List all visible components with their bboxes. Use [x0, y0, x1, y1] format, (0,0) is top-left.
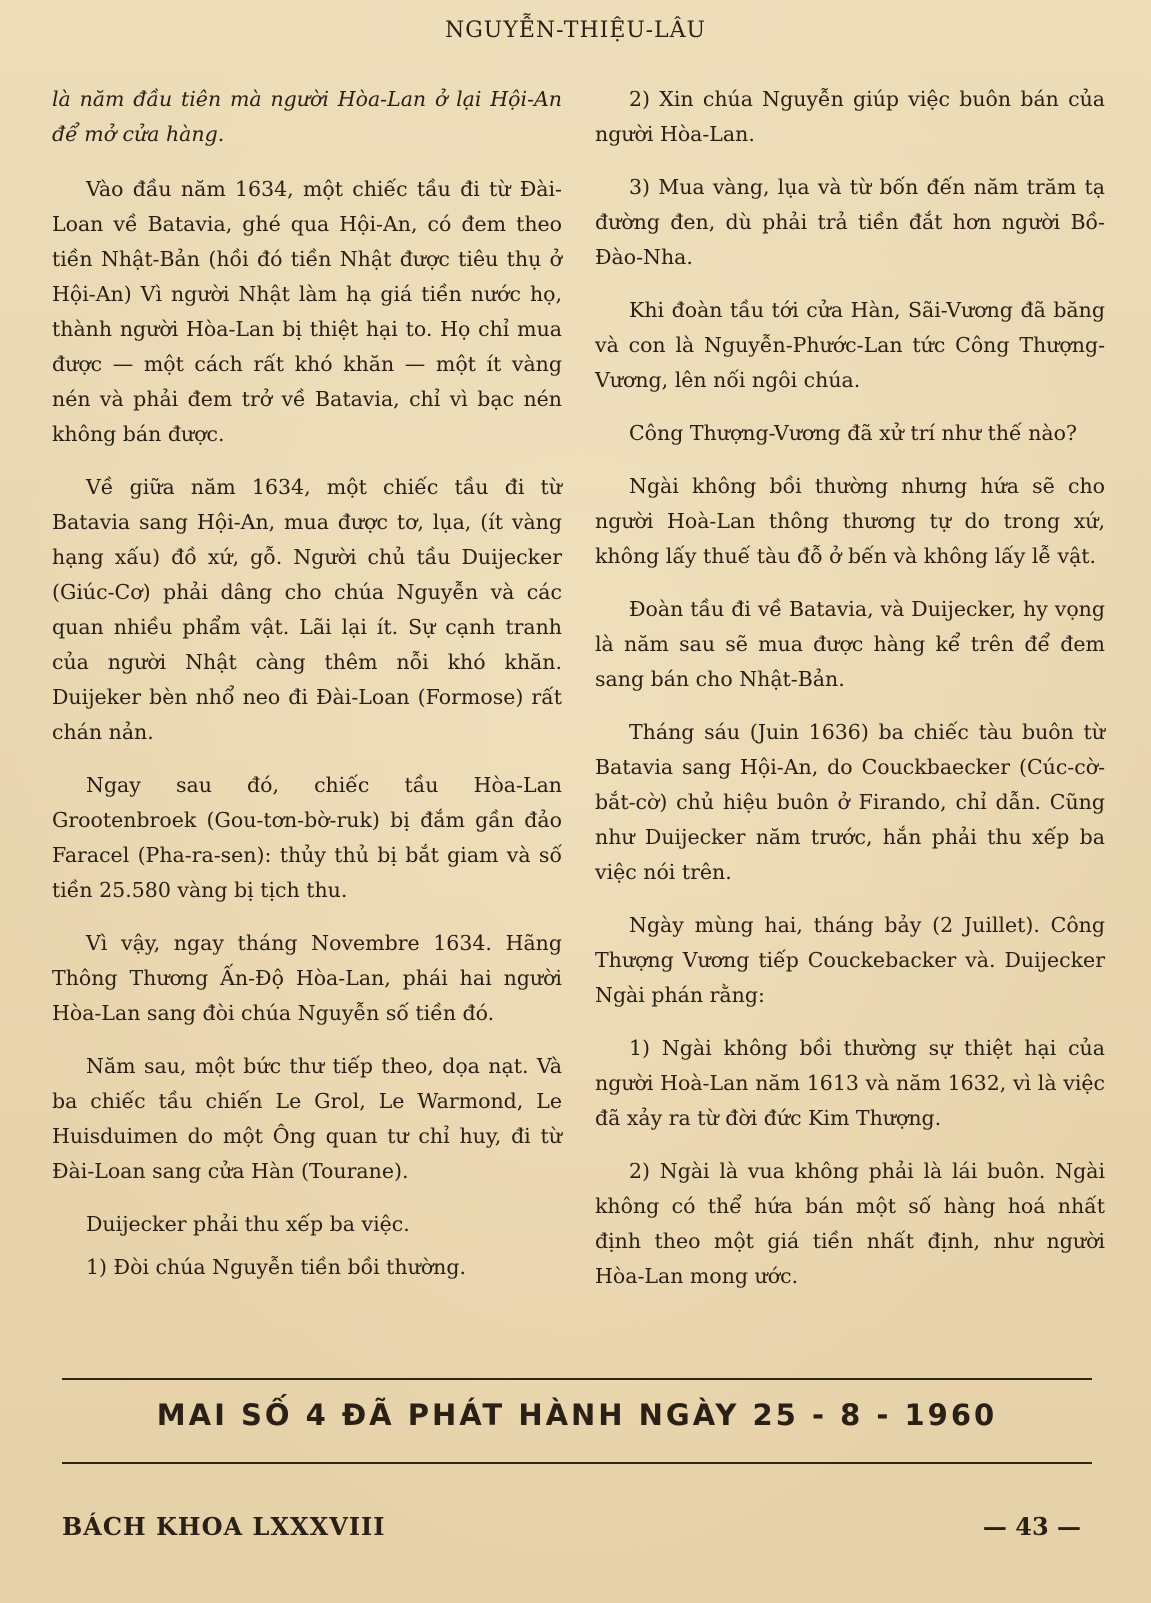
right-column: [595, 82, 1105, 1312]
body-paragraph: Ngài không bồi thường nhưng hứa sẽ cho người Hoà-Lan thông thương tự do trong xứ, không lấy thuế tàu đỗ ở bến và không lấy lễ vật.: [595, 474, 1105, 568]
list-item: 2) Xin chúa Nguyễn giúp việc buôn bán của người Hòa-Lan.: [595, 87, 1105, 146]
body-paragraph: Tháng sáu (Juin 1636) ba chiếc tàu buôn từ Batavia sang Hội-An, do Couckbaecker (Cúc-cờ-bắt-cờ) chủ hiệu buôn ở Firando, chỉ dẫn. Cũng như Duijecker năm trước, hắn phải thu xếp ba việc nói trên.: [595, 720, 1105, 884]
body-paragraph: Vào đầu năm 1634, một chiếc tầu đi từ Đài-Loan về Batavia, ghé qua Hội-An, có đem theo tiền Nhật-Bản (hồi đó tiền Nhật được tiêu thụ ở Hội-An) Vì người Nhật làm hạ giá tiền nước họ, thành người Hòa-Lan bị thiệt hại to. Họ chỉ mua được — một cách rất khó khăn — một ít vàng nén và phải đem trở về Batavia, chỉ vì bạc nén không bán được.: [52, 177, 562, 446]
body-paragraph: Đoàn tầu đi về Batavia, và Duijecker, hy vọng là năm sau sẽ mua được hàng kể trên để đem sang bán cho Nhật-Bản.: [595, 597, 1105, 691]
body-paragraph: Duijecker phải thu xếp ba việc.: [86, 1212, 410, 1236]
left-column: [52, 82, 562, 1303]
running-title: NGUYỄN-THIỆU-LÂU: [444, 18, 707, 43]
list-item: 1) Ngài không bồi thường sự thiệt hại của người Hoà-Lan năm 1613 và năm 1632, vì là việc đã xảy ra từ đời đức Kim Thượng.: [595, 1036, 1105, 1130]
announcement-banner: MAI SỐ 4 ĐÃ PHÁT HÀNH NGÀY 25 - 8 - 1960: [156, 1398, 998, 1432]
page-number: — 43 —: [982, 1512, 1081, 1541]
list-item: 3) Mua vàng, lụa và từ bốn đến năm trăm tạ đường đen, dù phải trả tiền đắt hơn người Bồ-Đào-Nha.: [595, 175, 1105, 269]
body-paragraph: Về giữa năm 1634, một chiếc tầu đi từ Batavia sang Hội-An, mua được tơ, lụa, (ít vàng hạng xấu) đồ xứ, gỗ. Người chủ tầu Duijecker (Giúc-Cơ) phải dâng cho chúa Nguyễn và các quan nhiều phẩm vật. Lãi lại ít. Sự cạnh tranh của người Nhật càng thêm nỗi khó khăn. Duijeker bèn nhổ neo đi Đài-Loan (Formose) rất chán nản.: [52, 475, 562, 744]
body-paragraph: Khi đoàn tầu tới cửa Hàn, Sãi-Vương đã băng và con là Nguyễn-Phước-Lan tức Công Thượng-Vương, lên nối ngôi chúa.: [595, 298, 1105, 392]
divider-bottom: [62, 1462, 1092, 1464]
publication-name: BÁCH KHOA LXXXVIII: [62, 1512, 386, 1541]
list-item: 2) Ngài là vua không phải là lái buôn. Ngài không có thể hứa bán một số hàng hoá nhất định theo một giá tiền nhất định, như người Hòa-Lan mong ước.: [595, 1159, 1105, 1288]
list-item: 1) Đòi chúa Nguyễn tiền bồi thường.: [86, 1255, 467, 1279]
body-paragraph: Ngày mùng hai, tháng bảy (2 Juillet). Công Thượng Vương tiếp Couckebacker và. Duijecker Ngài phán rằng:: [595, 913, 1105, 1007]
divider-top: [62, 1378, 1092, 1380]
body-paragraph: Công Thượng-Vương đã xử trí như thế nào?: [629, 421, 1077, 445]
body-paragraph: Năm sau, một bức thư tiếp theo, dọa nạt. Và ba chiếc tầu chiến Le Grol, Le Warmond, Le Huisduimen do một Ông quan tư chỉ huy, đi từ Đài-Loan sang cửa Hàn (Tourane).: [52, 1054, 562, 1183]
continuation-paragraph: là năm đầu tiên mà người Hòa-Lan ở lại Hội-An để mở cửa hàng.: [52, 87, 562, 146]
body-paragraph: Vì vậy, ngay tháng Novembre 1634. Hãng Thông Thương Ấn-Độ Hòa-Lan, phái hai người Hòa-Lan sang đòi chúa Nguyễn số tiền đó.: [52, 931, 562, 1025]
body-paragraph: Ngay sau đó, chiếc tầu Hòa-Lan Grootenbroek (Gou-tơn-bờ-ruk) bị đắm gần đảo Faracel (Pha-ra-sen): thủy thủ bị bắt giam và số tiền 25.580 vàng bị tịch thu.: [52, 773, 562, 902]
